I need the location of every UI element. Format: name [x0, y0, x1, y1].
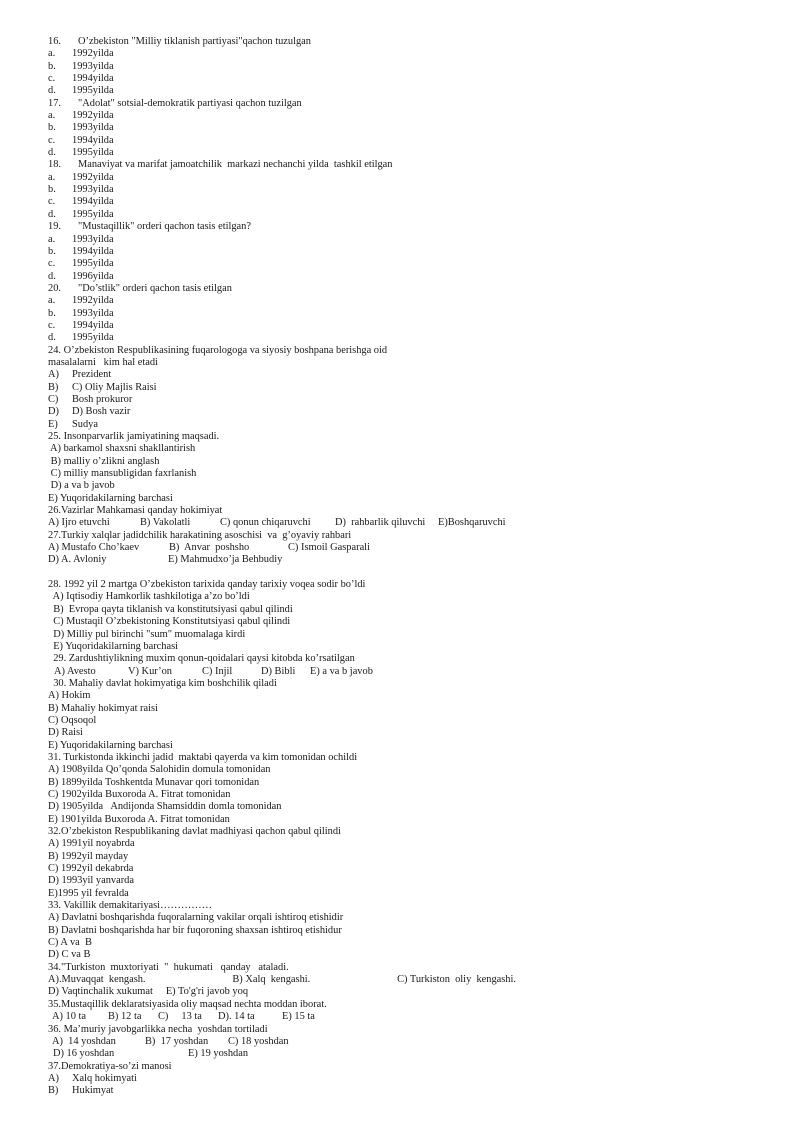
option-text: 1994yilda [72, 134, 114, 146]
option-a: A) 10 ta [52, 1011, 87, 1023]
question-30 [48, 678, 768, 752]
option-c: C) 13 ta [158, 1011, 202, 1023]
option-letter: A) [48, 1072, 59, 1084]
question-number: 16. [48, 36, 61, 47]
option-text: 1993yilda [72, 60, 114, 72]
option-letter: d. [48, 147, 56, 159]
question-text: 29. Zardushtiylikning muxim qonun-qoidalari qaysi kitobda ko’rsatilgan [48, 653, 355, 665]
option-text: 1994yilda [72, 73, 114, 85]
option-letter: a. [48, 171, 56, 183]
question-text: 37.Demokratiya-so’zi manosi [48, 1060, 172, 1072]
option-c: C) Turkiston oliy kengashi. [397, 974, 516, 986]
option-text: Xalq hokimyati [72, 1072, 137, 1084]
question-17 [48, 98, 768, 160]
question-number: 18. [48, 159, 61, 171]
option-b: B) 1992yil mayday [48, 850, 129, 862]
option-letter: A) [48, 369, 59, 381]
question-text: O’zbekiston "Milliy tiklanish partiyasi"qachon tuzulgan [78, 36, 311, 47]
option-d: D) Milliy pul birinchi "sum" muomalaga kirdi [48, 628, 246, 640]
question-number: 19. [48, 221, 61, 233]
question-text: 27.Turkiy xalqlar jadidchilik harakatining asoschisi va g’oyaviy rahbari [48, 529, 352, 541]
option-text: 1993yilda [72, 184, 114, 196]
option-a: A) 1991yil noyabrda [48, 838, 135, 850]
option-text: Sudya [72, 418, 98, 430]
option-a: A) Ijro etuvchi [48, 517, 110, 529]
option-text: 1994yilda [72, 196, 114, 208]
option-text: 1994yilda [72, 245, 114, 257]
option-letter: a. [48, 48, 56, 60]
option-letter: a. [48, 233, 56, 245]
option-c: C) 1992yil dekabrda [48, 863, 134, 875]
question-text: 25. Insonparvarlik jamiyatining maqsadi. [48, 431, 220, 442]
option-d-e: D) Vaqtinchalik xukumat E) To'g'ri javob yoq [48, 986, 249, 998]
question-text: 34."Turkiston muxtoriyati " hukumati qanday ataladi. [48, 961, 289, 973]
question-text: 26.Vazirlar Mahkamasi qanday hokimiyat [48, 505, 223, 517]
option-b: B) Davlatni boshqarishda har bir fuqoroning shaxsan ishtiroq etishidur [48, 924, 342, 936]
question-33 [48, 900, 768, 962]
option-b: B) Evropa qayta tiklanish va konstitutsiyasi qabul qilindi [48, 603, 293, 615]
option-letter: b. [48, 245, 56, 257]
option-a: A) 1908yilda Qo’qonda Salohidin domula tomonidan [48, 764, 271, 776]
option-text: 1996yilda [72, 270, 114, 282]
option-c: C) Oqsoqol [48, 714, 97, 726]
question-32 [48, 826, 768, 900]
question-number: 17. [48, 97, 61, 109]
option-text: 1995yilda [72, 258, 114, 270]
option-letter: d. [48, 270, 56, 282]
option-c: C) Mustaqil O’zbekistoning Konstitutsiyasi qabul qilindi [48, 616, 291, 628]
option-text: C) Oliy Majlis Raisi [72, 381, 157, 393]
option-d: D) Bibli [261, 665, 296, 677]
question-31 [48, 752, 768, 826]
option-c: C) Ismoil Gasparali [288, 542, 370, 554]
option-b: B) 12 ta [108, 1011, 142, 1023]
option-e: E) 1901yilda Buxoroda A. Fitrat tomonidan [48, 813, 230, 825]
question-text: "Do’stlik" orderi qachon tasis etilgan [78, 282, 232, 294]
question-text-cont: masalalarni kim hal etadi [48, 356, 158, 368]
option-c: C) milliy mansubligidan faxrlanish [48, 468, 197, 480]
option-letter: B) [48, 381, 59, 393]
option-c: C) A va B [48, 937, 92, 949]
question-36 [48, 1024, 768, 1061]
question-text: "Adolat" sotsial-demokratik partiyasi qachon tuzilgan [78, 97, 302, 109]
option-letter: d. [48, 332, 56, 344]
option-d: D) Raisi [48, 727, 83, 739]
question-text: 30. Mahaliy davlat hokimyatiga kim boshchilik qiladi [48, 677, 277, 689]
option-e: E) Yuqoridakilarning barchasi [48, 739, 173, 751]
option-letter: c. [48, 258, 56, 270]
question-34 [48, 962, 768, 999]
option-letter: c. [48, 319, 56, 331]
option-letter: b. [48, 60, 56, 72]
option-d: D) A. Avloniy [48, 554, 107, 566]
option-v: V) Kur’on [128, 665, 172, 677]
option-e: E) a va b javob [310, 665, 373, 677]
question-text: 33. Vakillik demakitariyasi…………… [48, 900, 213, 912]
question-text: 36. Ma’muriy javobgarlikka necha yoshdan tortiladi [48, 1023, 268, 1035]
blank-line [48, 567, 768, 579]
question-37 [48, 1061, 768, 1098]
question-text: 35.Mustaqillik deklaratsiyasida oliy maqsad nechta moddan iborat. [48, 998, 327, 1010]
option-b: B) 1899yilda Toshkentda Munavar qori tomonidan [48, 776, 260, 788]
option-b: B) Mahaliy hokimyat raisi [48, 702, 158, 714]
option-text: 1993yilda [72, 233, 114, 245]
option-letter: D) [48, 406, 59, 418]
question-27 [48, 530, 768, 567]
option-letter: c. [48, 73, 56, 85]
option-d: D) C va B [48, 949, 91, 961]
option-letter: b. [48, 122, 56, 134]
option-e: E)Boshqaruvchi [438, 517, 506, 529]
option-letter: b. [48, 307, 56, 319]
option-b: B) Xalq kengashi. [232, 974, 311, 986]
question-text: 28. 1992 yil 2 martga O’zbekiston tarixida qanday tarixiy voqea sodir bo’ldi [48, 579, 366, 591]
option-a: A).Muvaqqat kengash. [48, 974, 146, 986]
option-b: B) malliy o’zlikni anglash [48, 455, 160, 467]
option-c: C) Injil [202, 665, 233, 677]
option-e: E) Yuqoridakilarning barchasi [48, 492, 173, 504]
question-19 [48, 221, 768, 283]
option-d: D) 1993yil yanvarda [48, 875, 134, 887]
question-29 [48, 653, 768, 678]
option-text: 1995yilda [72, 147, 114, 159]
option-text: 1992yilda [72, 295, 114, 307]
option-text: 1993yilda [72, 122, 114, 134]
option-text: 1993yilda [72, 307, 114, 319]
option-a: A) Iqtisodiy Hamkorlik tashkilotiga a’zo bo’ldi [48, 591, 250, 603]
question-16 [48, 36, 768, 98]
option-letter: a. [48, 110, 56, 122]
question-text: 24. O’zbekiston Respublikasining fuqarologoga va siyosiy boshpana berishga oid [48, 344, 388, 356]
question-28 [48, 579, 768, 653]
option-text: 1995yilda [72, 332, 114, 344]
option-text: 1992yilda [72, 48, 114, 60]
option-c: C) qonun chiqaruvchi [220, 517, 311, 529]
option-e: E) Mahmudxo’ja Behbudiy [168, 554, 283, 566]
option-letter: C) [48, 393, 59, 405]
question-text: Manaviyat va marifat jamoatchilik markazi nechanchi yilda tashkil etilgan [78, 159, 393, 171]
option-b: B) 17 yoshdan [145, 1035, 209, 1047]
option-b: B) Vakolatli [140, 517, 191, 529]
option-c: C) 18 yoshdan [228, 1035, 289, 1047]
option-text: D) Bosh vazir [72, 406, 131, 418]
question-20 [48, 283, 768, 345]
option-a: A) Davlatni boshqarishda fuqoralarning vakilar orqali ishtiroq etishidir [48, 912, 344, 924]
option-a: A) Mustafo Cho’kaev [48, 542, 140, 554]
option-c: C) 1902yilda Buxoroda A. Fitrat tomonidan [48, 788, 231, 800]
option-a: A) 14 yoshdan [52, 1035, 116, 1047]
option-text: 1992yilda [72, 171, 114, 183]
option-b: B) Anvar poshsho [169, 542, 250, 554]
option-letter: d. [48, 208, 56, 220]
option-d: D) rahbarlik qiluvchi [335, 517, 426, 529]
option-a: A) barkamol shaxsni shakllantirish [48, 443, 196, 455]
option-a: A) Avesto [54, 665, 96, 677]
option-text: 1995yilda [72, 208, 114, 220]
option-text: Hukimyat [72, 1085, 114, 1097]
question-text: 32.O’zbekiston Respublikaning davlat madhiyasi qachon qabul qilindi [48, 826, 341, 837]
option-text: Bosh prokuror [72, 393, 133, 405]
option-letter: d. [48, 85, 56, 97]
option-letter: E) [48, 418, 58, 430]
question-24 [48, 345, 768, 431]
option-e: E) 15 ta [282, 1011, 315, 1023]
question-25 [48, 431, 768, 505]
option-e: E) 19 yoshdan [188, 1048, 249, 1060]
option-d: D) a va b javob [48, 480, 115, 492]
question-text: "Mustaqillik" orderi qachon tasis etilgan? [78, 221, 251, 233]
option-e: E) Yuqoridakilarning barchasi [48, 640, 179, 652]
option-letter: c. [48, 134, 56, 146]
option-a: A) Hokim [48, 690, 91, 702]
option-d: D) 16 yoshdan [53, 1048, 115, 1060]
question-18 [48, 159, 768, 221]
option-letter: c. [48, 196, 56, 208]
option-text: 1995yilda [72, 85, 114, 97]
question-number: 20. [48, 282, 61, 294]
option-e: E)1995 yil fevralda [48, 887, 129, 899]
option-text: Prezident [72, 369, 112, 381]
question-text: 31. Turkistonda ikkinchi jadid maktabi qayerda va kim tomonidan ochildi [48, 751, 358, 763]
option-letter: b. [48, 184, 56, 196]
question-35 [48, 999, 768, 1024]
question-26 [48, 505, 768, 530]
option-letter: B) [48, 1085, 59, 1097]
document-page [48, 36, 768, 1098]
option-letter: a. [48, 295, 56, 307]
option-d: D) 1905yilda Andijonda Shamsiddin domla tomonidan [48, 801, 282, 813]
option-text: 1994yilda [72, 319, 114, 331]
option-d: D). 14 ta [218, 1011, 255, 1023]
option-text: 1992yilda [72, 110, 114, 122]
